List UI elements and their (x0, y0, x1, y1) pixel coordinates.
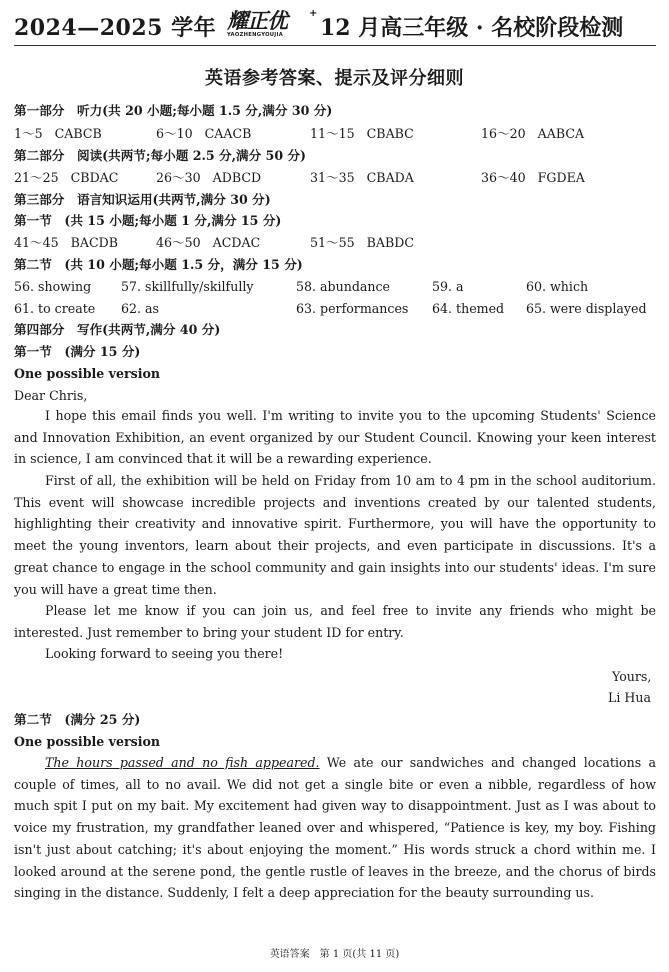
answer-group (156, 170, 261, 186)
answer-range: 6～10 (156, 126, 193, 141)
part4-section1-heading: 第一节 (满分 15 分) (14, 344, 141, 359)
paragraph-text: Please let me know if you can join us, and feel free to invite any friends who might be interested. Just remember to bring your student ID for entry. (14, 603, 656, 640)
answer-range: 26～30 (156, 170, 201, 185)
answer-value: ADBCD (212, 170, 262, 185)
letter-paragraph (14, 405, 656, 470)
fill-answer: 58. abundance (296, 279, 391, 294)
letter-signature: Li Hua (608, 690, 651, 705)
answer-group (156, 235, 260, 251)
story-text: We ate our sandwiches and changed locations a couple of times, all to no avail. We did not get a single bite or even a nibble, regardless of how much spit I put on my bait. My excitement had given way to disappointment. Just as I was about to voice my frustration, my grandfather leaned over and whispered, “Patience is key, my boy. Fishing isn't just about catching; it's about enjoying the moment.” His words struck a chord within me. I looked around at the serene pond, the gentle rustle of leaves in the breeze, and the chorus of birds singing in the distance. Suddenly, I felt a deep appreciation for the beauty surrounding us. (14, 755, 656, 901)
part4-heading: 第四部分 写作(共两节,满分 40 分) (14, 322, 221, 337)
answer-range: 31～35 (310, 170, 355, 185)
fill-answer: 63. performances (296, 301, 409, 316)
version-label: One possible version (14, 366, 161, 381)
letter-closing: Yours, (612, 669, 652, 684)
letter-paragraph (14, 470, 656, 600)
logo-subtext: YAOZHENGYOUJIA (227, 32, 284, 38)
fill-answer: 59. a (432, 279, 464, 294)
page-title: 英语参考答案、提示及评分细则 (205, 68, 464, 89)
answer-value: CABCB (54, 126, 102, 141)
answer-range: 1～5 (14, 126, 43, 141)
answer-value: FGDEA (537, 170, 585, 185)
answer-group (310, 235, 414, 251)
part1-heading: 第一部分 听力(共 20 小题;每小题 1.5 分,满分 30 分) (14, 103, 333, 118)
answer-range: 11～15 (310, 126, 355, 141)
page-footer: 英语答案 第 1 页(共 11 页) (269, 949, 400, 960)
fill-answer: 57. skillfully/skilfully (121, 279, 254, 294)
answer-group (14, 235, 118, 251)
paragraph-text: Looking forward to seeing you there! (45, 646, 284, 661)
letter-paragraph (14, 600, 656, 643)
part3-section2-heading: 第二节 (共 10 小题;每小题 1.5 分，满分 15 分) (14, 257, 303, 272)
part3-heading: 第三部分 语言知识运用(共两节,满分 30 分) (14, 192, 271, 207)
fill-answer: 62. as (121, 301, 160, 316)
story-paragraph (14, 752, 656, 904)
paragraph-text: I hope this email finds you well. I'm writing to invite you to the upcoming Students' Science and Innovation Exhibition, an event organized by our Student Council. Knowing your keen interest in science, I am convinced that it will be a rewarding experience. (14, 408, 656, 467)
version-label-2: One possible version (14, 734, 161, 749)
answer-value: CBADA (366, 170, 414, 185)
answer-range: 36～40 (481, 170, 526, 185)
answer-value: CBABC (366, 126, 414, 141)
answer-group (310, 170, 414, 186)
answer-range: 21～25 (14, 170, 59, 185)
fill-answer: 60. which (526, 279, 589, 294)
answer-group (14, 126, 102, 142)
fill-answer: 61. to create (14, 301, 96, 316)
answer-range: 51～55 (310, 235, 355, 250)
header-divider (14, 45, 656, 46)
answer-value: BABDC (366, 235, 415, 250)
paragraph-text: First of all, the exhibition will be held on Friday from 10 am to 4 pm in the school auditorium. This event will showcase incredible projects and inventions created by our talented students, highlighting their creativity and innovative spirit. Furthermore, you will have the opportunity to meet the young inventors, learn about their projects, and even participate in discussions. It's a great chance to engage in the school community and gain insights into our students' ideas. I'm sure you will have a great time then. (14, 473, 656, 597)
logo-plus-icon: + (309, 8, 318, 19)
header-exam-name: 12 月高三年级 · 名校阶段检测 (320, 15, 624, 41)
letter-greeting: Dear Chris, (14, 388, 88, 403)
answer-range: 16～20 (481, 126, 526, 141)
letter-paragraph (14, 643, 656, 665)
answer-value: BACDB (70, 235, 119, 250)
fill-answer: 65. were displayed (526, 301, 647, 316)
answer-group (14, 170, 118, 186)
fill-answer: 64. themed (432, 301, 505, 316)
part4-section2-heading: 第二节 (满分 25 分) (14, 712, 141, 727)
logo-text: 耀正优 (227, 9, 287, 33)
answer-group (310, 126, 414, 142)
answer-value: CAACB (204, 126, 252, 141)
part2-heading: 第二部分 阅读(共两节;每小题 2.5 分,满分 50 分) (14, 148, 307, 163)
answer-group (481, 170, 585, 186)
story-given-sentence: The hours passed and no fish appeared. (45, 755, 320, 770)
answer-range: 41～45 (14, 235, 59, 250)
brand-logo (227, 10, 317, 42)
answer-range: 46～50 (156, 235, 201, 250)
fill-answer: 56. showing (14, 279, 92, 294)
part3-section1-heading: 第一节 (共 15 小题;每小题 1 分,满分 15 分) (14, 213, 282, 228)
answer-value: ACDAC (212, 235, 261, 250)
answer-value: CBDAC (70, 170, 119, 185)
answer-value: AABCA (537, 126, 585, 141)
header-year: 2024—2025 学年 (14, 15, 217, 41)
answer-group (481, 126, 584, 142)
answer-group (156, 126, 251, 142)
page-header (14, 8, 656, 44)
